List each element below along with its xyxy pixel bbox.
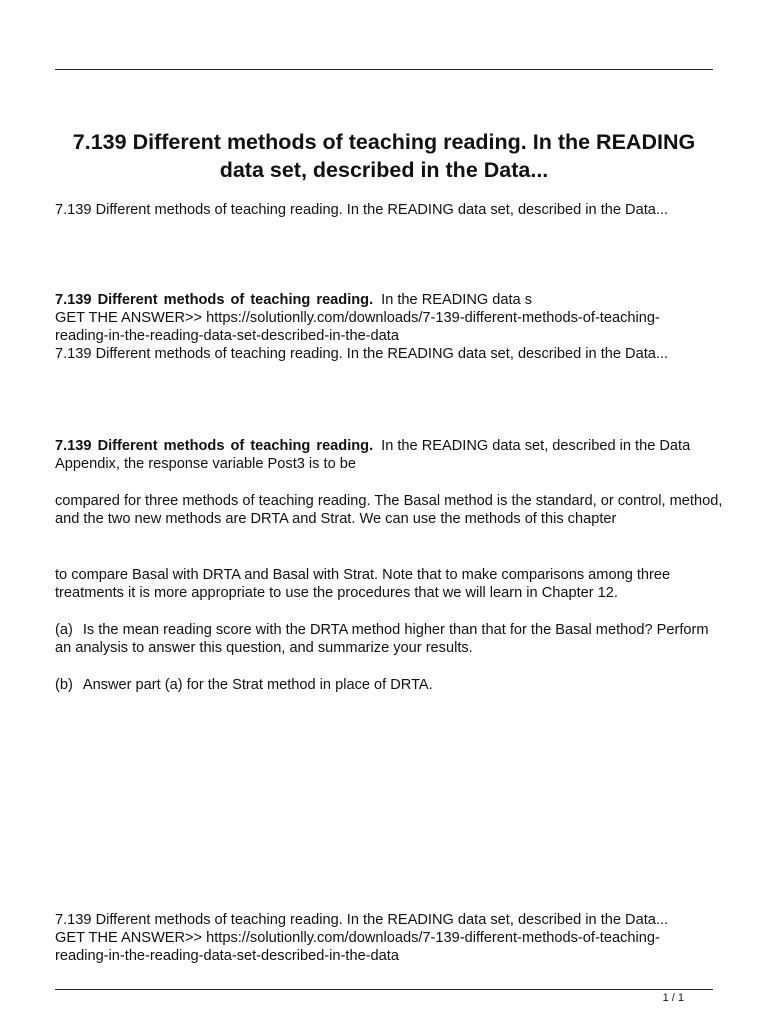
get-answer-link-cont[interactable]: reading-in-the-reading-data-set-described-in-the-data <box>55 328 399 344</box>
question-intro <box>55 437 725 473</box>
part-b-label: (b) <box>55 677 73 693</box>
document-title: 7.139 Different methods of teaching reading. In the READING data set, described in the Data... <box>72 130 696 182</box>
part-b-text: Answer part (a) for the Strat method in place of DRTA. <box>82 677 433 693</box>
footer-block <box>55 911 725 965</box>
part-a-text: Is the mean reading score with the DRTA method higher than that for the Basal method? Perform an analysis to answer this question, and summarize your results. <box>55 622 709 656</box>
excerpt-text: In the READING data s <box>381 292 533 308</box>
get-answer-link[interactable]: GET THE ANSWER>> https://solutionlly.com/downloads/7-139-different-methods-of-teaching- <box>55 310 660 326</box>
footer-summary: 7.139 Different methods of teaching reading. In the READING data set, described in the Data... <box>55 912 669 928</box>
footer-get-answer-link-cont[interactable]: reading-in-the-reading-data-set-described-in-the-data <box>55 948 399 964</box>
top-divider <box>55 69 713 70</box>
excerpt-block <box>55 291 725 363</box>
excerpt-heading: 7.139 Different methods of teaching reading. <box>55 292 374 308</box>
question-part-b <box>55 676 725 694</box>
question-heading: 7.139 Different methods of teaching reading. <box>55 438 374 454</box>
bottom-divider <box>55 989 713 990</box>
question-paragraph-3: to compare Basal with DRTA and Basal with Strat. Note that to make comparisons among three treatments it is more appropriate to use the procedures that we will learn in Chapter 12. <box>55 567 671 601</box>
excerpt-line <box>55 291 725 309</box>
question-part-a <box>55 621 725 657</box>
footer-get-answer-link[interactable]: GET THE ANSWER>> https://solutionlly.com/downloads/7-139-different-methods-of-teaching- <box>55 930 660 946</box>
part-a-label: (a) <box>55 622 73 638</box>
summary-line: 7.139 Different methods of teaching reading. In the READING data set, described in the Data... <box>55 202 669 218</box>
question-paragraph-2: compared for three methods of teaching reading. The Basal method is the standard, or control, method, and the two new methods are DRTA and Strat. We can use the methods of this chapter <box>55 493 723 527</box>
page-indicator: 1 / 1 <box>662 992 684 1004</box>
summary-line-2: 7.139 Different methods of teaching reading. In the READING data set, described in the Data... <box>55 346 669 362</box>
question-intro-text: In the READING data set, described in the Data Appendix, the response variable Post3 is to be <box>55 438 691 472</box>
